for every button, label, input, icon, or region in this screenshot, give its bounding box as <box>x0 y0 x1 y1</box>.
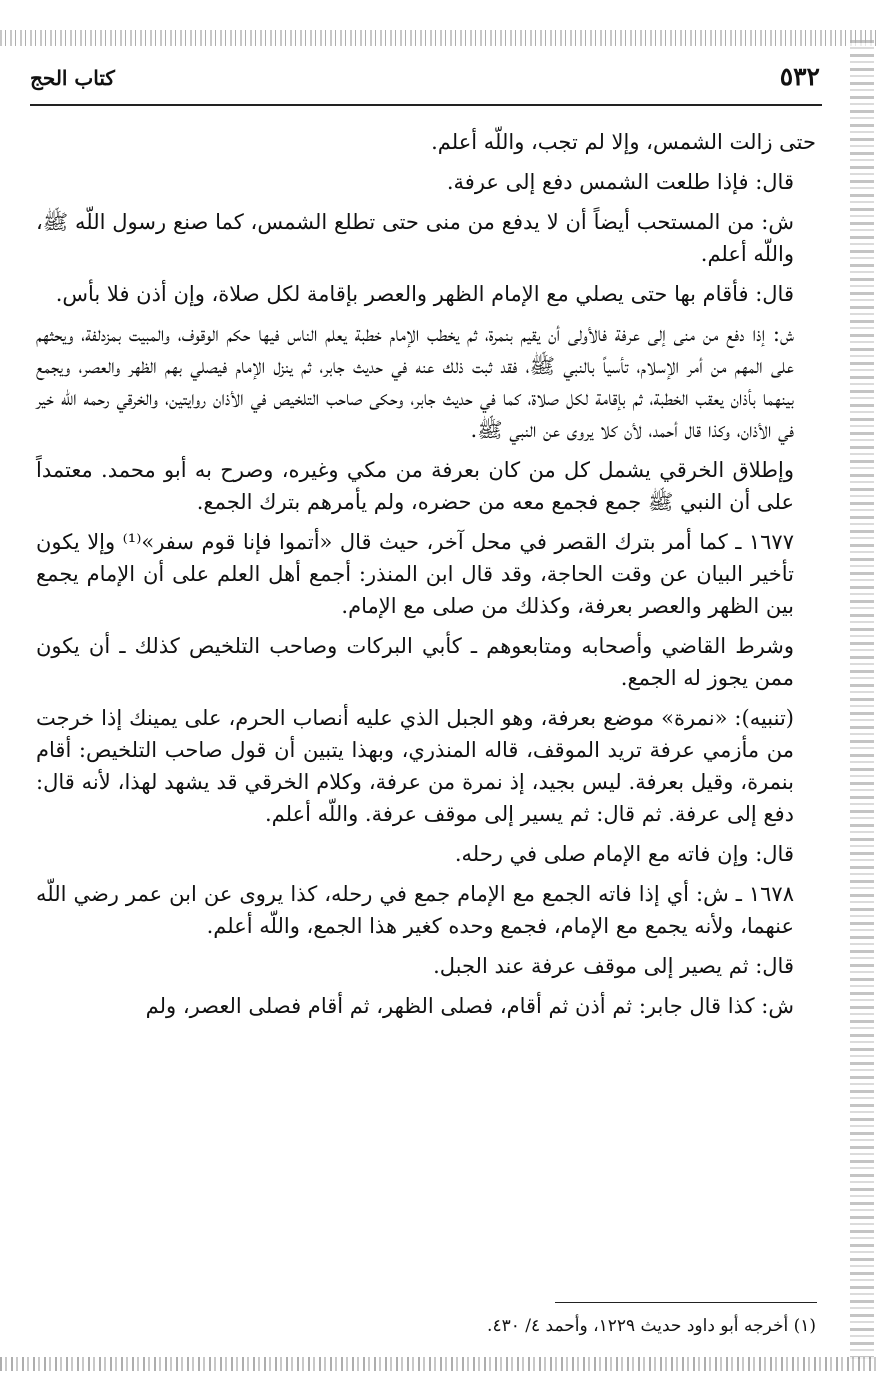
paragraph: ١٦٧٧ ـ كما أمر بترك القصر في محل آخر، حيث قال «أتموا فإنا قوم سفر»⁽¹⁾ وإلا يكون تأخير البيان عن وقت الحاجة، وقد قال ابن المنذر: أجمع أهل العلم على أن الإمام يجمع بين الظهر والعصر بعرفة، وكذلك من صلى مع الإمام. <box>36 530 794 618</box>
footnote-rule <box>555 1302 817 1303</box>
paragraph: ش: من المستحب أيضاً أن لا يدفع من منى حتى تطلع الشمس، كما صنع رسول اللّه ﷺ، واللّه أعلم. <box>36 210 794 266</box>
main-text <box>36 126 816 1030</box>
paragraph: قال: ثم يصير إلى موقف عرفة عند الجبل. <box>433 954 794 978</box>
page-number: ٥٣٢ <box>779 62 820 91</box>
decorative-border-top <box>0 30 879 46</box>
paragraph: وشرط القاضي وأصحابه ومتابعوهم ـ كأبي البركات وصاحب التلخيص كذلك ـ أن يكون ممن يجوز له الجمع. <box>36 634 794 690</box>
header-rule <box>30 104 822 106</box>
paragraph: ش: إذا دفع من منى إلى عرفة فالأولى أن يقيم بنمرة، ثم يخطب الإمام خطبة يعلم الناس فيها حكم الوقوف، والمبيت بمزدلفة، ويحثهم على المهم من أمر الإسلام، تأسياً بالنبي ﷺ، فقد ثبت ذلك عنه في حديث جابر، ثم ينزل الإمام فيصلي بهم الظهر والعصر، ويجمع بينهما بأذان يعقب الخطبة، ثم بإقامة لكل صلاة، كما في حديث جابر، وحكى صاحب التلخيص في الأذان روايتين، والخرقي رحمه اللّه خير في الأذان، وكذا قال أحمد، لأن كلا يروى عن النبي ﷺ. <box>36 322 794 442</box>
paragraph: وإطلاق الخرقي يشمل كل من كان بعرفة من مكي وغيره، وصرح به أبو محمد. معتمداً على أن النبي ﷺ جمع فجمع معه من حضره، ولم يأمرهم بترك الجمع. <box>36 458 794 514</box>
paragraph: ش: كذا قال جابر: ثم أذن ثم أقام، فصلى الظهر، ثم أقام فصلى العصر، ولم <box>145 994 794 1018</box>
paragraph: (تنبيه): «نمرة» موضع بعرفة، وهو الجبل الذي عليه أنصاب الحرم، على يمينك إذا خرجت من مأزمي عرفة تريد الموقف، قاله المنذري، وبهذا يتبين أن قول صاحب التلخيص: أقام بنمرة، وقيل بعرفة. ليس بجيد، إذ نمرة من عرفة، وكلام الخرقي قد يشهد لهذا، لأنه قال: دفع إلى عرفة. ثم قال: ثم يسير إلى موقف عرفة. واللّه أعلم. <box>36 706 794 826</box>
decorative-border-right <box>850 40 874 1360</box>
paragraph: قال: وإن فاته مع الإمام صلى في رحله. <box>454 842 794 866</box>
page-header <box>30 62 820 100</box>
footnote: (١) أخرجه أبو داود حديث ١٢٢٩، وأحمد ٤/ ٤٣٠. <box>487 1316 816 1336</box>
paragraph: قال: فإذا طلعت الشمس دفع إلى عرفة. <box>446 170 794 194</box>
paragraph: ١٦٧٨ ـ ش: أي إذا فاته الجمع مع الإمام جمع في رحله، كذا يروى عن ابن عمر رضي اللّه عنهما، ولأنه يجمع مع الإمام، فجمع وحده كغير هذا الجمع، واللّه أعلم. <box>36 882 794 938</box>
paragraph: قال: فأقام بها حتى يصلي مع الإمام الظهر والعصر بإقامة لكل صلاة، وإن أذن فلا بأس. <box>55 282 794 306</box>
running-title: كتاب الحج <box>30 66 115 90</box>
paragraph: حتى زالت الشمس، وإلا لم تجب، واللّه أعلم. <box>431 130 816 154</box>
decorative-border-bottom <box>0 1357 879 1371</box>
